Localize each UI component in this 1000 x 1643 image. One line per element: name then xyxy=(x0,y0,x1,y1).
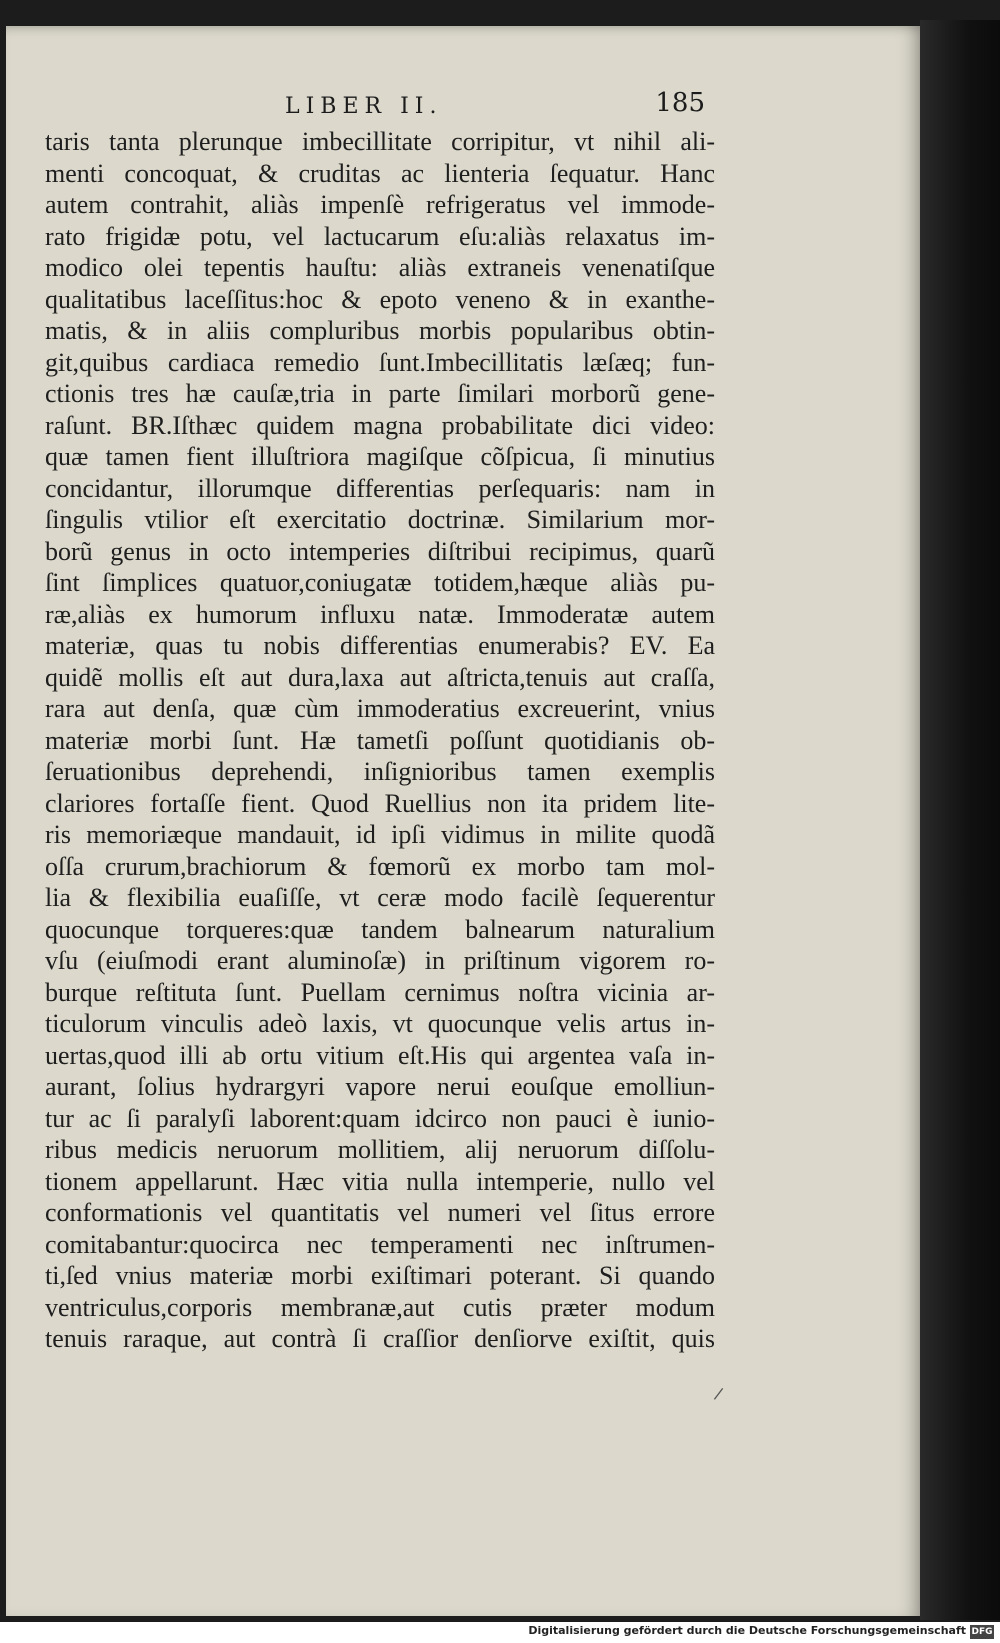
text-line: clariores fortaſſe fient. Quod Ruellius non ita pridem lite- xyxy=(45,788,715,818)
text-line: oſſa crurum,brachiorum & fœmorũ ex morbo tam mol- xyxy=(45,851,715,881)
text-line: qualitatibus laceſſitus:hoc & epoto veneno & in exanthe- xyxy=(45,284,715,314)
text-line: materiæ morbi ſunt. Hæ tametſi poſſunt quotidianis ob- xyxy=(45,725,715,755)
text-line: git,quibus cardiaca remedio ſunt.Imbecillitatis læſæq; fun- xyxy=(45,347,715,377)
funding-credit: Digitalisierung gefördert durch die Deutsche Forschungsgemeinschaft xyxy=(528,1624,966,1637)
text-line: ribus medicis neruorum mollitiem, alij neruorum diſſolu- xyxy=(45,1135,715,1164)
text-line: taris tanta plerunque imbecillitate corripitur, vt nihil ali- xyxy=(45,127,715,156)
text-line: rato frigidæ potu, vel lactucarum eſu:aliàs relaxatus im- xyxy=(45,221,715,251)
dfg-logo: DFG xyxy=(971,1627,993,1637)
text-line: conformationis vel quantitatis vel numeri vel ſitus errore xyxy=(45,1198,715,1227)
running-title: LIBER II. xyxy=(285,94,443,119)
text-line: aurant, ſolius hydrargyri vapore nerui eouſque emolliun- xyxy=(45,1072,715,1101)
text-line: borũ genus in octo intemperies diſtribui recipimus, quarũ xyxy=(45,536,715,566)
text-line: tionem appellarunt. Hæc vitia nulla intemperie, nullo vel xyxy=(45,1166,715,1196)
book-binding-edge xyxy=(920,20,1000,1620)
text-line: quocunque torqueres:quæ tandem balnearum naturalium xyxy=(45,914,715,944)
page-number: 185 xyxy=(655,88,705,118)
text-line: ctionis tres hæ cauſæ,tria in parte ſimilari morborũ gene- xyxy=(45,379,715,408)
text-line: concidantur, illorumque differentias perſequaris: nam in xyxy=(45,473,715,503)
text-line: ti,ſed vnius materiæ morbi exiſtimari poterant. Si quando xyxy=(45,1261,715,1290)
text-line: ræ,aliàs ex humorum influxu natæ. Immoderatæ autem xyxy=(45,599,715,629)
text-line: vſu (eiuſmodi erant aluminoſæ) in priſtinum vigorem ro- xyxy=(45,946,715,975)
text-line: lia & flexibilia euaſiſſe, vt ceræ modo facilè ſequerentur xyxy=(45,883,715,912)
text-line: uertas,quod illi ab ortu vitium eſt.His qui argentea vaſa in- xyxy=(45,1040,715,1070)
text-line: rara aut denſa, quæ cùm immoderatius excreuerint, vnius xyxy=(45,694,715,723)
text-line: modico olei tepentis hauſtu: aliàs extraneis venenatiſque xyxy=(45,253,715,282)
digitization-footer xyxy=(0,1622,1000,1643)
text-line: menti concoquat, & cruditas ac lienteria ſequatur. Hanc xyxy=(45,158,715,188)
text-line: materiæ, quas tu nobis differentias enumerabis? EV. Ea xyxy=(45,631,715,660)
text-line: tenuis raraque, aut contrà ſi craſſior denſiorve exiſtit, quis xyxy=(45,1324,715,1353)
text-line: ſint ſimplices quatuor,coniugatæ totidem,hæque aliàs pu- xyxy=(45,568,715,597)
text-line: ſeruationibus deprehendi, inſignioribus tamen exemplis xyxy=(45,757,715,786)
text-line: comitabantur:quocirca nec temperamenti nec inſtrumen- xyxy=(45,1229,715,1259)
text-line: raſunt. BR.Iſthæc quidem magna probabilitate dici video: xyxy=(45,410,715,440)
text-line: quæ tamen fient illuſtriora magiſque cõſpicua, ſi minutius xyxy=(45,442,715,471)
body-text xyxy=(45,126,715,1355)
text-line: ſingulis vtilior eſt exercitatio doctrinæ. Similarium mor- xyxy=(45,505,715,534)
pen-mark: / xyxy=(712,1383,725,1404)
text-line: ticulorum vinculis adeò laxis, vt quocunque velis artus in- xyxy=(45,1009,715,1038)
text-line: matis, & in aliis compluribus morbis popularibus obtin- xyxy=(45,316,715,345)
text-line: tur ac ſi paralyſi laborent:quam idcirco non pauci è iunio- xyxy=(45,1103,715,1133)
text-line: autem contrahit, aliàs impenſè refrigeratus vel immode- xyxy=(45,190,715,219)
text-line: ventriculus,corporis membranæ,aut cutis præter modum xyxy=(45,1292,715,1322)
text-line: burque reſtituta ſunt. Puellam cernimus noſtra vicinia ar- xyxy=(45,977,715,1007)
text-line: ris memoriæque mandauit, id ipſi vidimus in milite quodã xyxy=(45,820,715,849)
text-line: quidẽ mollis eſt aut dura,laxa aut aſtricta,tenuis aut craſſa, xyxy=(45,662,715,692)
running-head xyxy=(45,88,705,128)
